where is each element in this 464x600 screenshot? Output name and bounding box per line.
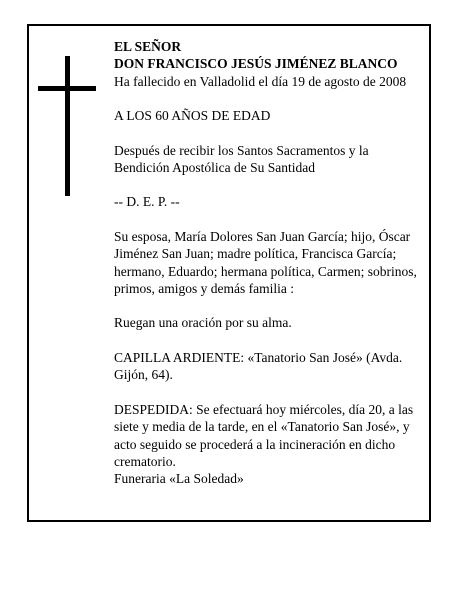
farewell-paragraph: DESPEDIDA: Se efectuará hoy miércoles, día 20, a las siete y media de la tarde, en el «Tanatorio San José», y acto seguido se procederá a la incineración en dicho crematorio. <box>114 401 414 469</box>
chapel-paragraph: CAPILLA ARDIENTE: «Tanatorio San José» (Avda. Gijón, 64). <box>114 349 403 383</box>
obituary-text <box>114 38 426 488</box>
cross-icon <box>65 56 70 196</box>
deceased-name: DON FRANCISCO JESÚS JIMÉNEZ BLANCO <box>114 56 398 72</box>
title-line: EL SEÑOR <box>114 39 182 54</box>
family-paragraph: Su esposa, María Dolores San Juan García; hijo, Óscar Jiménez San Juan; madre política, Francisca García; hermano, Eduardo; hermana política, Carmen; sobrinos, primos, amigos y demás familia : <box>114 228 417 297</box>
death-info: Ha fallecido en Valladolid el día 19 de agosto de 2008 <box>114 73 407 89</box>
funeral-home: Funeraria «La Soledad» <box>114 471 244 487</box>
sacraments-line: Después de recibir los Santos Sacramentos y la Bendición Apostólica de Su Santidad <box>114 142 369 176</box>
age-line: A LOS 60 AÑOS DE EDAD <box>114 108 271 124</box>
rip-line: -- D. E. P. -- <box>114 194 180 210</box>
prayer-line: Ruegan una oración por su alma. <box>114 315 292 331</box>
cross-icon-bar <box>38 86 96 91</box>
